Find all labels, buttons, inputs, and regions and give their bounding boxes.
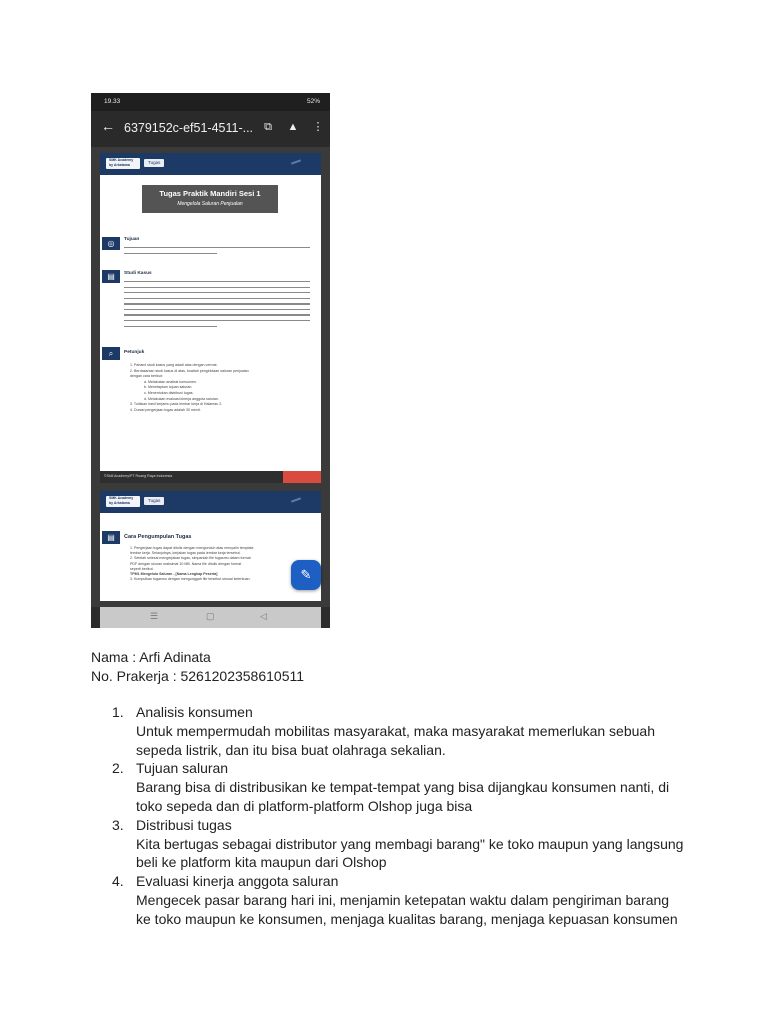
item-number: 3. <box>112 816 124 833</box>
list-item: seperti berikut. <box>130 566 154 571</box>
item-body-line: sepeda listrik, dan itu bisa buat olahraga sekalian. <box>136 741 446 758</box>
section-title-tujuan: Tujuan <box>124 237 140 242</box>
list-item <box>112 872 712 928</box>
list-item: 2. Berdasarkan studi kasus di atas, buatlah pengelolaan saluran penjualan <box>130 368 249 373</box>
header-decoration <box>291 159 301 164</box>
back-arrow-icon[interactable]: ← <box>101 118 115 134</box>
footer-text: ©Skill Academy/PT Ruang Raya Indonesia <box>104 474 173 478</box>
footer-accent <box>283 471 321 483</box>
task-subtitle: Mengelola Saluran Penjualan <box>177 201 243 207</box>
list-item: 3. Kumpulkan tugasmu dengan mengunggah file tersebut sesuai ketentuan. <box>130 577 251 582</box>
item-heading: Evaluasi kinerja anggota saluran <box>136 873 339 890</box>
document-icon: ▤ <box>102 270 120 283</box>
status-time: 19.33 <box>104 98 121 105</box>
list-item: 1. Pahami studi kasus yang adadi atas dengan cermat. <box>130 363 218 367</box>
pengumpulan-list <box>130 546 305 582</box>
list-item: a. Melakukan analisis konsumen. <box>144 379 197 384</box>
item-number: 1. <box>112 704 124 720</box>
app-bar <box>91 111 330 147</box>
page-header <box>100 491 321 513</box>
item-body-line: Barang bisa di distribusikan ke tempat-tempat yang bisa dijangkau konsumen nanti, di <box>136 779 670 796</box>
document-icon: ▤ <box>102 531 120 544</box>
tujuan-text <box>124 247 310 258</box>
list-item: 4. Durasi pengerjaan tugas adalah 30 menit. <box>130 407 201 412</box>
home-icon[interactable]: ▢ <box>206 611 215 621</box>
list-item: 3. Tuliskan hasil kerjamu pada lembar kerja di Halaman 2. <box>130 402 223 407</box>
item-body-line: toko sepeda dan di platform-platform Olshop juga bisa <box>136 797 473 814</box>
item-number: 2. <box>112 760 124 777</box>
drive-icon[interactable]: ▲ <box>287 121 299 133</box>
section-title-studi-kasus: Studi Kasus <box>124 271 152 276</box>
task-title: Tugas Praktik Mandiri Sesi 1 <box>159 189 261 198</box>
section-title-pengumpulan: Cara Pengumpulan Tugas <box>124 534 192 540</box>
item-body-line: Untuk mempermudah mobilitas masyarakat, maka masyarakat memerlukan sebuah <box>136 722 655 739</box>
pdf-page-1 <box>100 153 321 483</box>
header-decoration <box>291 497 301 502</box>
nama-line: Nama : Arfi Adinata <box>91 649 211 665</box>
page-header <box>100 153 321 175</box>
header-tag: Tugas <box>144 497 164 505</box>
phone-screenshot <box>91 93 330 628</box>
section-title-petunjuk: Petunjuk <box>124 350 145 355</box>
pdf-page-2 <box>100 491 321 601</box>
page-footer <box>100 471 321 483</box>
document-title: 6379152c-ef51-4511-... <box>124 121 254 135</box>
list-item: TPM1 Mengelola Saluran - [Nama Lengkap Peserta] <box>130 572 218 577</box>
list-item: c. Menentukan distribusi tugas. <box>144 390 194 395</box>
edit-fab-button[interactable]: ✎ <box>291 560 321 590</box>
list-item: b. Menetapkan tujuan saluran. <box>144 385 193 390</box>
academy-logo: SMK Academy by Arkatama <box>106 158 140 169</box>
studi-kasus-text <box>124 281 310 331</box>
item-heading: Tujuan saluran <box>136 760 229 777</box>
more-options-icon[interactable]: ⋮ <box>312 121 324 133</box>
list-item: 1. Pengerjaan tugas dapat ditulis dengan mengunduh atau menyalin template <box>130 546 254 550</box>
list-item <box>112 703 712 759</box>
item-body-line: beli ke platform kita maupun dari Olshop <box>136 854 387 871</box>
item-body-line: Mengecek pasar barang hari ini, menjamin ketepatan waktu dalam pengiriman barang <box>136 891 670 908</box>
list-item: PDF dengan ukuran maksimal 10 MB. Nama file ditulis dengan format <box>130 561 242 566</box>
recent-apps-icon[interactable]: ☰ <box>150 611 159 621</box>
system-navigation-bar <box>100 607 321 628</box>
list-item: lembar kerja. Selanjutnya, kerjakan tugas pada lembar kerja tersebut. <box>130 551 241 556</box>
item-heading: Analisis konsumen <box>136 704 253 720</box>
search-icon: ⌕ <box>102 347 120 360</box>
list-item <box>112 759 712 815</box>
academy-logo: SMK Academy by Arkatama <box>106 496 140 507</box>
list-item: 2. Setelah selesai mengerjakan tugas, simpanlah file tugasmu dalam format <box>130 556 251 561</box>
target-icon: ◎ <box>102 237 120 250</box>
search-document-icon[interactable]: ⧉ <box>264 121 272 133</box>
list-item: d. Melakukan evaluasi kinerja anggota saluran. <box>144 396 219 401</box>
pdf-viewer[interactable] <box>91 147 330 607</box>
header-tag: Tugas <box>144 159 164 167</box>
answer-list <box>112 703 712 929</box>
petunjuk-list <box>130 363 300 413</box>
item-heading: Distribusi tugas <box>136 816 232 833</box>
list-item <box>112 816 712 872</box>
prakerja-line: No. Prakerja : 5261202358610511 <box>91 668 305 684</box>
status-bar <box>91 93 330 111</box>
list-item: dengan cara berikut: <box>130 374 163 379</box>
item-body-line: Kita bertugas sebagai distributor yang membagi barang" ke toko maupun yang langsung <box>136 835 684 852</box>
item-body-line: ke toko maupun ke konsumen, menjaga kualitas barang, menjaga kepuasan konsumen <box>136 910 678 927</box>
back-nav-icon[interactable]: ◁ <box>260 611 267 621</box>
task-title-box <box>142 185 278 213</box>
item-number: 4. <box>112 873 124 890</box>
battery-level: 52% <box>306 98 320 105</box>
